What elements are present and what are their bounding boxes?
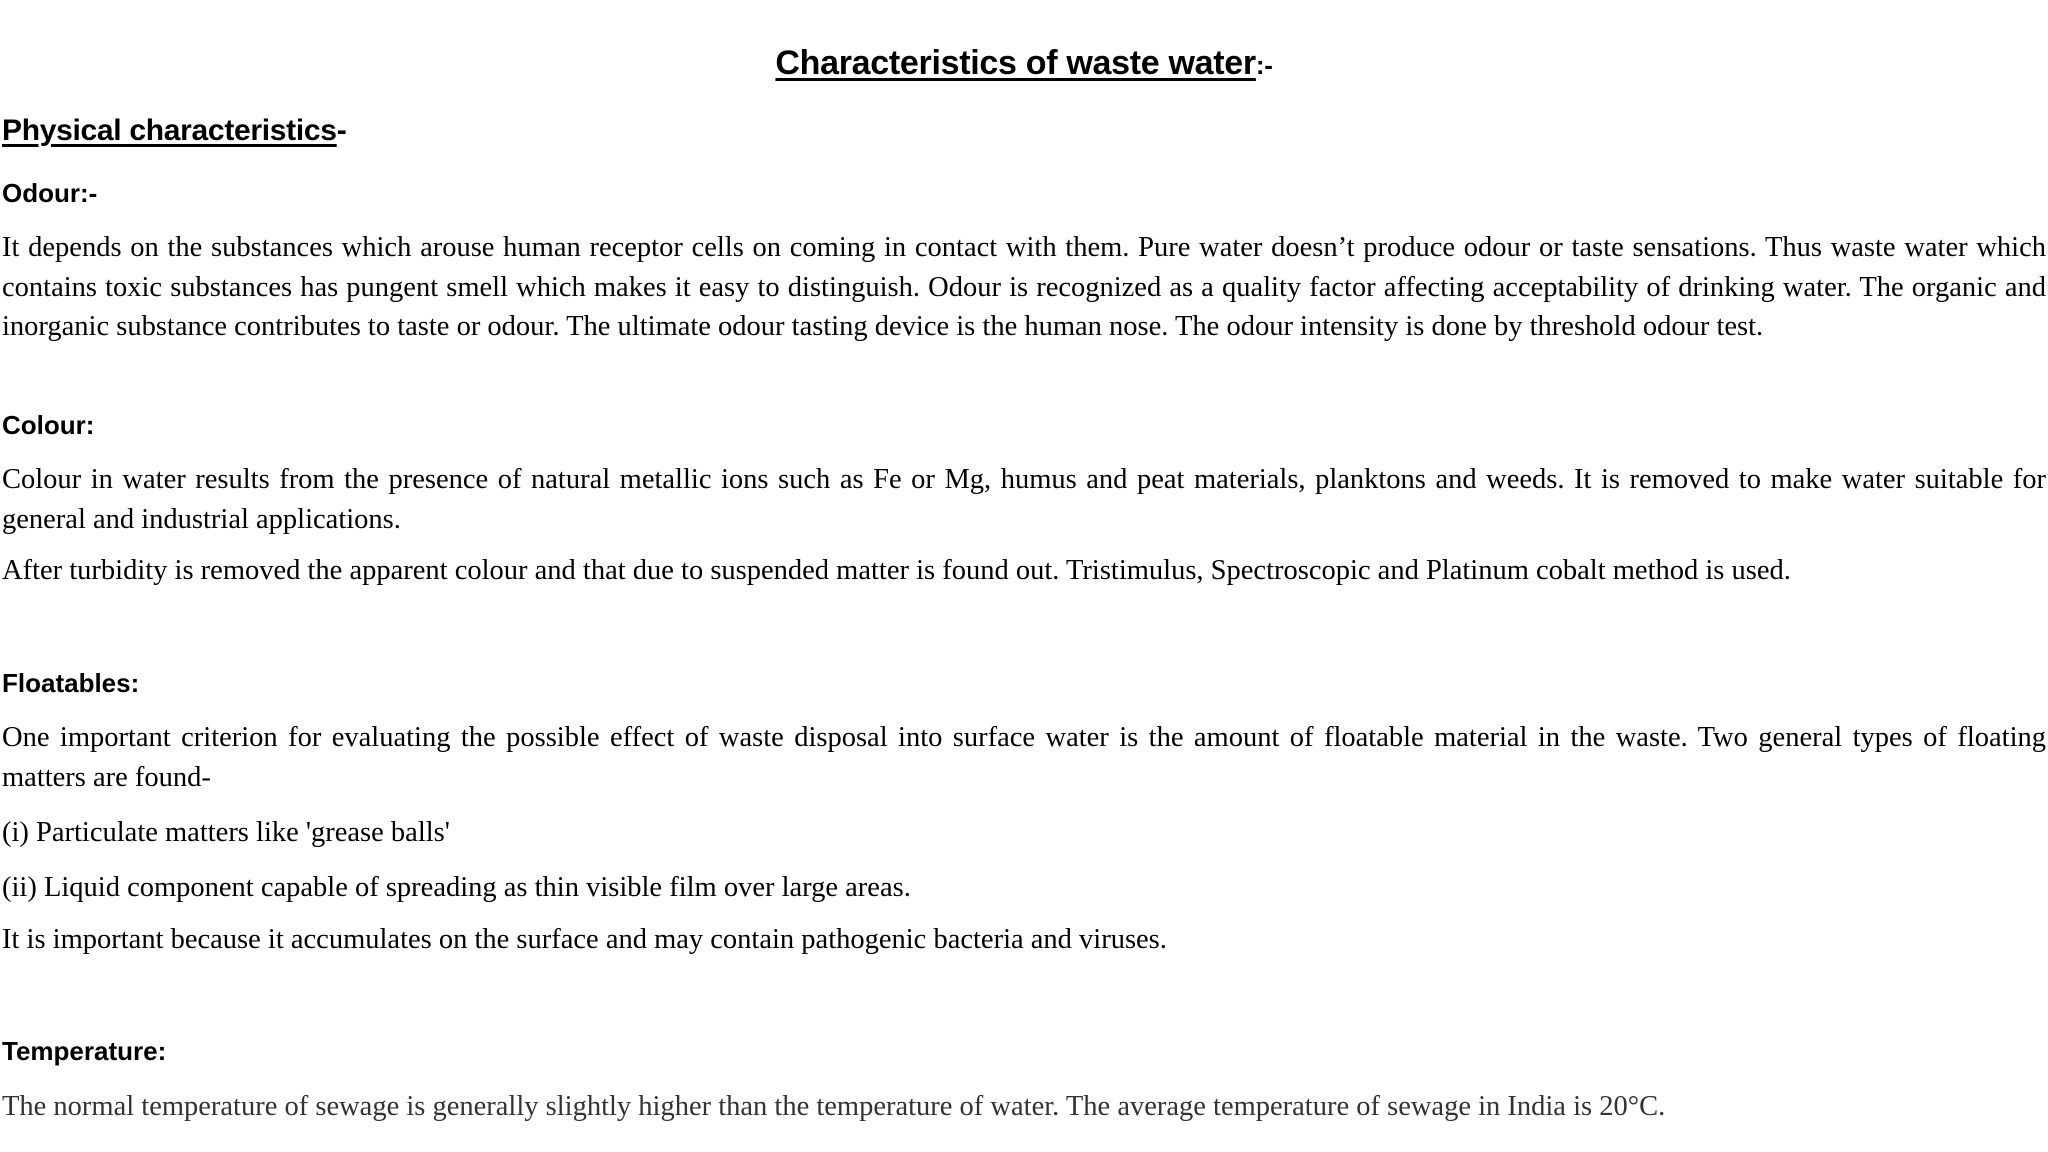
floatables-heading: Floatables:	[2, 668, 140, 698]
floatables-paragraph-1: One important criterion for evaluating the possible effect of waste disposal into surface water is the amount of floatable material in the waste. Two general types of floating matters are found-	[2, 722, 2046, 793]
odour-heading: Odour:-	[2, 178, 98, 208]
colour-heading: Colour:	[2, 410, 95, 440]
temperature-paragraph: The normal temperature of sewage is generally slightly higher than the temperature of water. The average temperature of sewage in India is 20°C.	[2, 1091, 1666, 1122]
temperature-heading: Temperature:	[2, 1036, 167, 1066]
document-title-suffix: :-	[1255, 50, 1273, 80]
colour-paragraph-1: Colour in water results from the presence of natural metallic ions such as Fe or Mg, humus and peat materials, planktons and weeds. It is removed to make water suitable for general and industrial applications.	[2, 464, 2046, 535]
section-title	[2, 114, 346, 148]
section-title-text: Physical characteristics	[2, 114, 337, 147]
floatables-list-item-2: (ii) Liquid component capable of spreading as thin visible film over large areas.	[2, 872, 911, 903]
colour-paragraph-2: After turbidity is removed the apparent colour and that due to suspended matter is found out. Tristimulus, Spectroscopic and Platinum cobalt method is used.	[2, 555, 1791, 586]
section-title-suffix: -	[336, 114, 347, 147]
floatables-list-item-1: (i) Particulate matters like 'grease balls'	[2, 817, 450, 848]
document-title-text: Characteristics of waste water	[775, 44, 1256, 82]
odour-paragraph: It depends on the substances which arouse human receptor cells on coming in contact with them. Pure water doesn’t produce odour or taste sensations. Thus waste water which contains toxic substances has pungent smell which makes it easy to distinguish. Odour is recognized as a quality factor affecting acceptability of drinking water. The organic and inorganic substance contributes to taste or odour. The ultimate odour tasting device is the human nose. The odour intensity is done by threshold odour test.	[2, 232, 2046, 342]
document-title	[0, 44, 2048, 83]
floatables-paragraph-2: It is important because it accumulates on the surface and may contain pathogenic bacteria and viruses.	[2, 924, 1167, 955]
